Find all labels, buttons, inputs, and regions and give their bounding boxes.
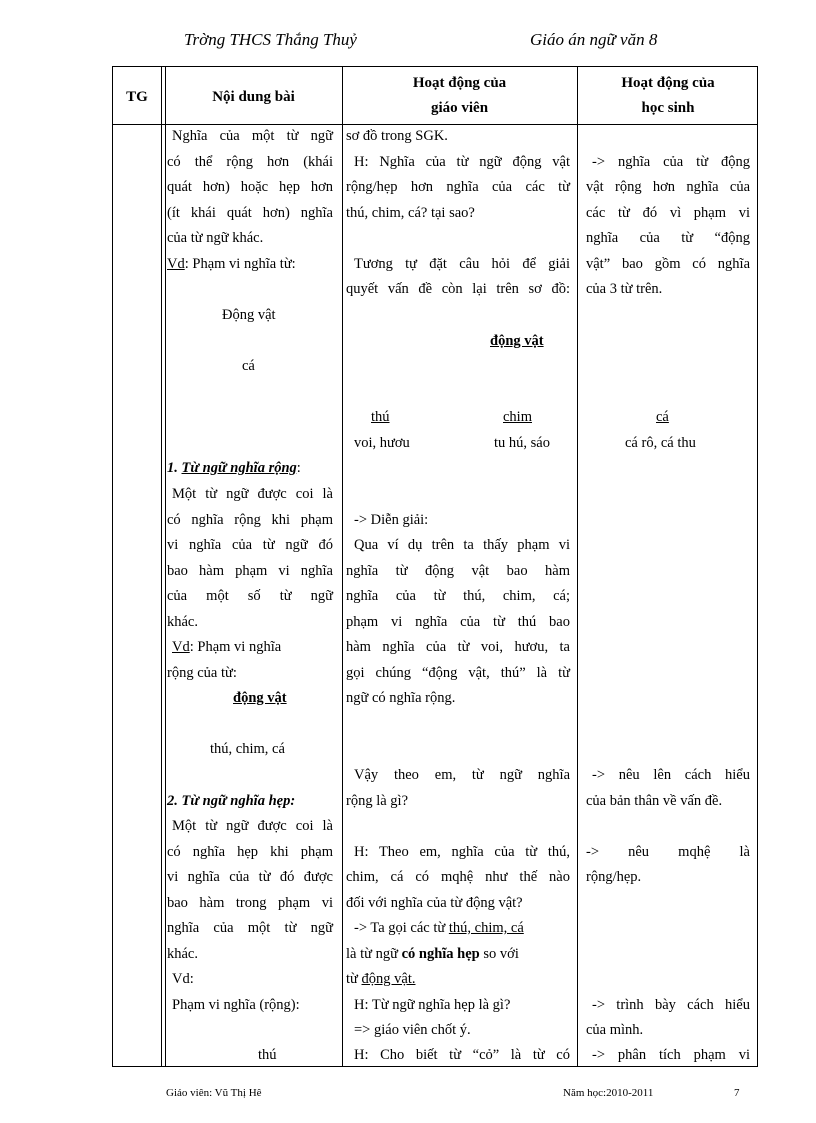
teacher-text: là từ ngữ (346, 946, 402, 962)
th-tg: TG (126, 89, 148, 105)
th-teacher-2: giáo viên (430, 100, 489, 116)
teacher-line: Qua ví dụ trên ta thấy phạm vi (354, 537, 570, 553)
teacher-text: -> Ta gọi các từ (354, 920, 449, 936)
student-line: -> nghĩa của từ động (592, 154, 750, 170)
vd-label: Vd (167, 256, 185, 272)
content-line: bao hàm trong phạm vi (167, 895, 333, 911)
content-line (167, 252, 296, 278)
col-divider (165, 67, 166, 1066)
th-student-2: học sinh (641, 100, 695, 116)
student-line: của 3 từ trên. (586, 281, 663, 297)
content-line: của từ ngữ khác. (167, 230, 264, 246)
teacher-line: phạm vi nghĩa của từ thú bao (346, 614, 570, 630)
teacher-line: Tương tự đặt câu hỏi để giải (354, 256, 570, 272)
content-line (172, 635, 281, 661)
teacher-line: thú, chim, cá? tại sao? (346, 205, 475, 221)
teacher-line: ngữ có nghĩa rộng. (346, 690, 456, 706)
content-line: Một từ ngữ được coi là (172, 486, 333, 502)
student-line: rộng/hẹp. (586, 869, 642, 885)
content-line: Nghĩa của một từ ngữ (172, 128, 333, 144)
student-line: -> phân tích phạm vi (592, 1047, 750, 1063)
student-line: các từ đó vì phạm vi (586, 205, 750, 221)
teacher-line: thú (371, 409, 390, 425)
student-line (586, 840, 750, 866)
teacher-line: sơ đồ trong SGK. (346, 128, 448, 144)
teacher-text: thú, chim, cá (448, 920, 524, 936)
teacher-line (346, 967, 415, 993)
content-line: cá (242, 358, 255, 374)
teacher-line (354, 916, 524, 942)
content-line: bao hàm phạm vi nghĩa (167, 563, 333, 579)
teacher-text: từ (346, 971, 362, 987)
teacher-line: hàm nghĩa của từ voi, hươu, ta (346, 639, 570, 655)
teacher-line: gọi chúng “động vật, thú” là từ (346, 665, 570, 681)
content-line: nghĩa của một từ ngữ (167, 920, 333, 936)
teacher-line: quyết vấn đề còn lại trên sơ đồ: (346, 281, 570, 297)
col-divider (342, 67, 343, 1066)
header-school: Trờng THCS Thắng Thuỷ (184, 30, 357, 49)
teacher-line: Vậy theo em, từ ngữ nghĩa (354, 767, 570, 783)
content-text: : Phạm vi nghĩa (189, 639, 282, 655)
content-line: (ít khái quát hơn) nghĩa (167, 205, 333, 221)
content-text: : Phạm vi nghĩa từ: (184, 256, 296, 272)
content-line: rộng của từ: (167, 665, 237, 681)
teacher-line: H: Nghĩa của từ ngữ động vật (354, 154, 570, 170)
content-line: Vd: (172, 971, 194, 987)
teacher-text: so với (479, 946, 519, 962)
teacher-line: nghĩa từ động vật bao hàm (346, 563, 570, 579)
content-line: có nghĩa rộng khi phạm (167, 512, 333, 528)
student-text: -> (586, 844, 600, 860)
footer-year: Năm học:2010-2011 (563, 1087, 654, 1099)
teacher-line (346, 942, 519, 968)
student-line: cá rô, cá thu (625, 435, 696, 451)
vd-label: Vd (172, 639, 190, 655)
content-line: vi nghĩa của từ ngữ đó (167, 537, 333, 553)
content-line: thú, chim, cá (210, 741, 285, 757)
th-teacher-1: Hoạt động của (412, 75, 507, 91)
teacher-line: rộng là gì? (346, 793, 409, 809)
content-line: Một từ ngữ được coi là (172, 818, 333, 834)
student-text: là (739, 844, 750, 860)
student-line: của bản thân về vấn đề. (586, 793, 723, 809)
student-line: cá (656, 409, 669, 425)
teacher-line: -> Diễn giải: (354, 512, 429, 528)
col-divider (577, 67, 578, 1066)
student-text: mqhệ (678, 844, 711, 860)
header-subject: Giáo án ngữ văn 8 (530, 30, 658, 49)
teacher-line: => giáo viên chốt ý. (354, 1022, 471, 1038)
teacher-line: chim, cá có mqhệ như thế nào (346, 869, 570, 885)
section-number: 1. (167, 460, 182, 476)
teacher-text: có nghĩa hẹp (401, 946, 480, 962)
content-line: Động vật (222, 307, 276, 323)
content-line: khác. (167, 614, 198, 630)
content-line: vi nghĩa của từ đó được (167, 869, 333, 885)
col-divider (161, 67, 162, 1066)
page-number: 7 (734, 1087, 740, 1099)
student-line: của mình. (586, 1022, 644, 1038)
teacher-line: nghĩa của từ thú, chim, cá; (346, 588, 570, 604)
section-1-heading (167, 456, 301, 482)
teacher-line: voi, hươu (354, 435, 410, 451)
content-line: của một số từ ngữ (167, 588, 333, 604)
content-line: có thể rộng hơn (khái (167, 154, 333, 170)
student-line: -> trình bày cách hiểu (592, 997, 750, 1013)
student-line: vật rộng hơn nghĩa của (586, 179, 750, 195)
student-line: nghĩa của từ “động (586, 230, 750, 246)
teacher-line: H: Theo em, nghĩa của từ thú, (354, 844, 570, 860)
student-line: vật” bao gồm có nghĩa (586, 256, 750, 272)
content-text: : (296, 460, 301, 476)
content-line: khác. (167, 946, 198, 962)
student-text: nêu (628, 844, 650, 860)
section-2-heading: 2. Từ ngữ nghĩa hẹp: (167, 793, 296, 809)
footer-teacher: Giáo viên: Vũ Thị Hê (166, 1087, 262, 1099)
th-content: Nội dung bài (212, 89, 295, 105)
content-line: có nghĩa hẹp khi phạm (167, 844, 333, 860)
teacher-line: chim (503, 409, 532, 425)
content-line: Phạm vi nghĩa (rộng): (172, 997, 300, 1013)
student-line: -> nêu lên cách hiểu (592, 767, 750, 783)
teacher-text: động vật. (361, 971, 416, 987)
teacher-line: động vật (490, 333, 544, 349)
content-line: động vật (233, 690, 287, 706)
teacher-line: rộng/hẹp hơn nghĩa của các từ (346, 179, 570, 195)
teacher-line: H: Từ ngữ nghĩa hẹp là gì? (354, 997, 511, 1013)
content-line: quát hơn) hoặc hẹp hơn (167, 179, 333, 195)
content-line: thú (258, 1047, 277, 1063)
section-title: Từ ngữ nghĩa rộng (181, 460, 297, 476)
teacher-line: tu hú, sáo (494, 435, 550, 451)
teacher-line: H: Cho biết từ “cỏ” là từ có (354, 1047, 570, 1063)
teacher-line: đối với nghĩa của từ động vật? (346, 895, 523, 911)
th-student-1: Hoạt động của (621, 75, 715, 91)
